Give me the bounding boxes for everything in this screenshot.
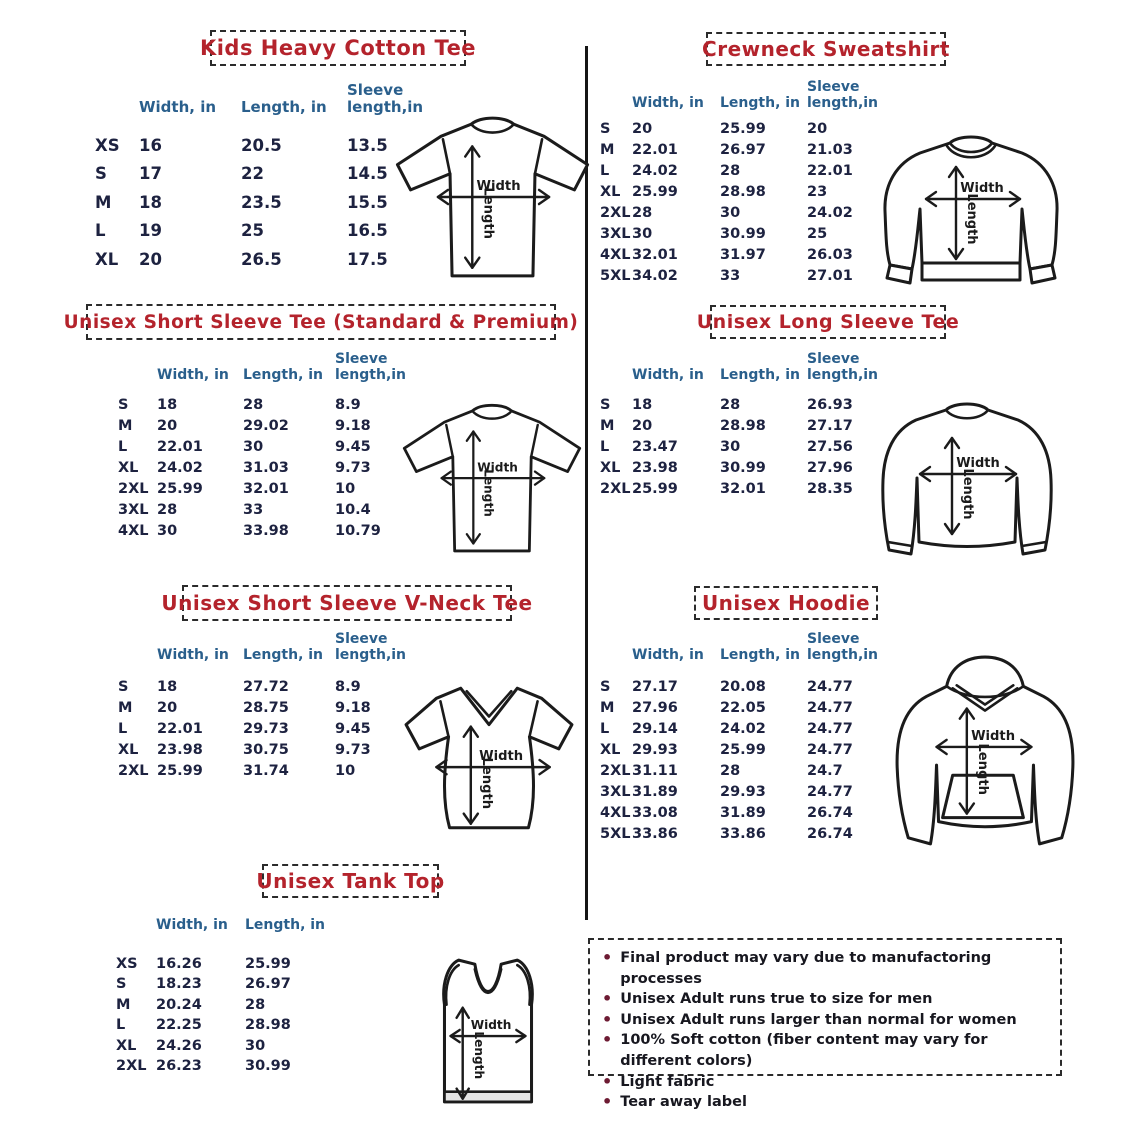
size-row xyxy=(600,205,895,226)
bullet-icon: • xyxy=(602,1030,613,1050)
size-label: XL xyxy=(600,742,621,759)
width-arrow-label: Width xyxy=(477,460,518,475)
width-arrow-label: Width xyxy=(956,456,1000,471)
size-row xyxy=(116,997,345,1018)
size-row xyxy=(118,721,427,742)
size-label: XL xyxy=(118,460,139,477)
note-text: Tear away label xyxy=(620,1094,747,1111)
size-table-crewneck-sweatshirt xyxy=(600,80,895,289)
size-row xyxy=(118,439,427,460)
size-row xyxy=(95,221,439,250)
size-label: 3XL xyxy=(600,784,631,801)
measurement-value: 8.9 xyxy=(335,679,361,696)
measurement-value: 30.99 xyxy=(720,460,766,477)
column-header: Width, in xyxy=(157,646,229,663)
size-label: XL xyxy=(95,249,119,269)
size-row xyxy=(95,250,439,279)
measurement-value: 26.97 xyxy=(245,976,291,993)
hoodie-illustration xyxy=(888,650,1082,857)
column-header: Width, in xyxy=(156,917,228,933)
size-row xyxy=(600,481,895,502)
measurement-value: 25.99 xyxy=(720,121,766,138)
measurement-value: 9.18 xyxy=(335,418,371,435)
length-arrow-label: Length xyxy=(481,469,496,517)
size-table-unisex-hoodie xyxy=(600,632,895,847)
measurement-value: 30 xyxy=(245,1037,266,1054)
size-label: 3XL xyxy=(600,226,631,243)
column-header: Width, in xyxy=(632,366,704,383)
measurement-value: 27.96 xyxy=(807,460,853,477)
column-header: Length, in xyxy=(243,646,324,663)
size-row xyxy=(118,460,427,481)
size-row xyxy=(600,826,895,847)
table-header-row xyxy=(116,918,345,934)
measurement-value: 24.02 xyxy=(807,205,853,222)
note-text: Unisex Adult runs larger than normal for women xyxy=(620,1011,1017,1028)
measurement-value: 29.93 xyxy=(720,784,766,801)
size-label: XL xyxy=(118,742,139,759)
measurement-value: 20 xyxy=(157,700,178,717)
table-header-row xyxy=(118,632,427,663)
note-text: 100% Soft cotton (fiber content may vary for different colors) xyxy=(620,1032,988,1069)
measurement-value: 18 xyxy=(157,679,178,696)
measurement-value: 20 xyxy=(632,121,653,138)
size-row xyxy=(118,763,427,784)
measurement-value: 33 xyxy=(243,502,264,519)
measurement-value: 15.5 xyxy=(347,192,388,212)
size-row xyxy=(116,1017,345,1038)
size-label: S xyxy=(116,976,127,993)
measurement-value: 19 xyxy=(139,221,162,241)
section-title-crewneck-sweatshirt: Crewneck Sweatshirt xyxy=(706,32,946,66)
size-label: XS xyxy=(95,135,120,155)
measurement-value: 10 xyxy=(335,481,356,498)
size-row xyxy=(118,481,427,502)
measurement-value: 28 xyxy=(720,163,741,180)
measurement-value: 16 xyxy=(139,135,162,155)
measurement-value: 31.97 xyxy=(720,247,766,264)
width-arrow-label: Width xyxy=(971,728,1016,744)
measurement-value: 24.02 xyxy=(157,460,203,477)
measurement-value: 28 xyxy=(245,996,266,1013)
size-row xyxy=(600,784,895,805)
measurement-value: 10.79 xyxy=(335,523,381,540)
bullet-icon: • xyxy=(602,1092,613,1112)
measurement-value: 24.77 xyxy=(807,700,853,717)
measurement-value: 22.05 xyxy=(720,700,766,717)
size-label: M xyxy=(118,418,133,435)
measurement-value: 23 xyxy=(807,184,828,201)
size-label: L xyxy=(600,721,610,738)
size-label: S xyxy=(600,679,611,696)
measurement-value: 21.03 xyxy=(807,142,853,159)
measurement-value: 26.23 xyxy=(156,1058,202,1075)
measurement-value: 33.98 xyxy=(243,523,289,540)
measurement-value: 24.02 xyxy=(632,163,678,180)
measurement-value: 29.14 xyxy=(632,721,678,738)
column-header: Width, in xyxy=(157,366,229,383)
size-row xyxy=(118,418,427,439)
measurement-value: 9.73 xyxy=(335,460,371,477)
size-row xyxy=(600,460,895,481)
column-header: Sleeve length,in xyxy=(335,631,407,663)
measurement-value: 23.98 xyxy=(632,460,678,477)
size-row xyxy=(600,418,895,439)
measurement-value: 23.47 xyxy=(632,439,678,456)
measurement-value: 32.01 xyxy=(243,481,289,498)
size-label: M xyxy=(95,192,112,212)
measurement-value: 30 xyxy=(243,439,264,456)
measurement-value: 29.73 xyxy=(243,721,289,738)
unisex-tee-illustration xyxy=(398,396,586,564)
size-label: XL xyxy=(600,184,621,201)
size-row xyxy=(600,163,895,184)
measurement-value: 30 xyxy=(720,439,741,456)
bullet-icon: • xyxy=(602,989,613,1009)
size-row xyxy=(600,142,895,163)
size-label: L xyxy=(118,721,128,738)
size-label: S xyxy=(600,121,611,138)
size-label: 4XL xyxy=(600,805,631,822)
measurement-value: 29.02 xyxy=(243,418,289,435)
column-header: Width, in xyxy=(632,94,704,111)
table-header-row xyxy=(95,82,439,116)
width-arrow-label: Width xyxy=(476,178,521,194)
section-title-unisex-short-sleeve-tee: Unisex Short Sleeve Tee (Standard & Premium) xyxy=(86,304,556,340)
measurement-value: 28.98 xyxy=(720,184,766,201)
note-item xyxy=(602,1092,1048,1113)
size-label: XL xyxy=(116,1037,137,1054)
size-row xyxy=(118,700,427,721)
size-label: L xyxy=(600,163,610,180)
bullet-icon: • xyxy=(602,948,613,967)
measurement-value: 26.74 xyxy=(807,826,853,843)
measurement-value: 30 xyxy=(632,226,653,243)
size-label: 4XL xyxy=(118,523,149,540)
size-label: 4XL xyxy=(600,247,631,264)
size-label: L xyxy=(118,439,128,456)
size-table-kids-heavy-cotton-tee xyxy=(95,82,439,278)
measurement-value: 9.18 xyxy=(335,700,371,717)
measurement-value: 25.99 xyxy=(157,763,203,780)
size-row xyxy=(600,721,895,742)
length-arrow-label: Length xyxy=(960,468,975,520)
size-table-unisex-vneck-tee xyxy=(118,632,427,784)
column-header: Length, in xyxy=(720,94,801,111)
size-row xyxy=(116,976,345,997)
size-row xyxy=(600,397,895,418)
size-row xyxy=(600,268,895,289)
measurement-value: 31.89 xyxy=(720,805,766,822)
length-arrow-label: Length xyxy=(974,743,990,795)
measurement-value: 31.11 xyxy=(632,763,678,780)
measurement-value: 27.56 xyxy=(807,439,853,456)
column-header: Length, in xyxy=(720,366,801,383)
note-item xyxy=(602,948,1048,989)
size-label: 2XL xyxy=(118,481,149,498)
measurement-value: 20.24 xyxy=(156,996,202,1013)
bullet-icon: • xyxy=(602,1071,613,1091)
measurement-value: 25.99 xyxy=(632,481,678,498)
measurement-value: 10.4 xyxy=(335,502,371,519)
size-row xyxy=(118,502,427,523)
measurement-value: 14.5 xyxy=(347,164,388,184)
size-label: M xyxy=(116,996,131,1013)
size-label: S xyxy=(118,679,129,696)
measurement-value: 25.99 xyxy=(632,184,678,201)
size-table-unisex-tank-top xyxy=(116,918,345,1079)
size-row xyxy=(600,247,895,268)
measurement-value: 20.08 xyxy=(720,679,766,696)
measurement-value: 13.5 xyxy=(347,135,388,155)
measurement-value: 25.99 xyxy=(157,481,203,498)
length-arrow-label: Length xyxy=(478,757,494,810)
column-header: Sleeve length,in xyxy=(807,79,879,111)
size-row xyxy=(600,763,895,784)
measurement-value: 22.01 xyxy=(807,163,853,180)
size-label: L xyxy=(600,439,610,456)
note-item xyxy=(602,1030,1048,1071)
measurement-value: 26.5 xyxy=(241,249,282,269)
measurement-value: 27.01 xyxy=(807,268,853,285)
section-title-unisex-tank-top: Unisex Tank Top xyxy=(262,864,439,898)
vneck-tee-illustration xyxy=(400,674,578,842)
size-row xyxy=(600,805,895,826)
size-row xyxy=(600,121,895,142)
size-label: L xyxy=(95,221,106,241)
size-row xyxy=(600,742,895,763)
measurement-value: 24.7 xyxy=(807,763,843,780)
size-label: L xyxy=(116,1017,126,1034)
measurement-value: 22.25 xyxy=(156,1017,202,1034)
column-header: Length, in xyxy=(720,646,801,663)
table-header-row xyxy=(118,352,427,383)
measurement-value: 28.98 xyxy=(245,1017,291,1034)
section-title-unisex-vneck-tee: Unisex Short Sleeve V-Neck Tee xyxy=(182,585,512,621)
width-arrow-label: Width xyxy=(960,181,1004,196)
tank-top-illustration xyxy=(428,950,548,1117)
measurement-value: 16.26 xyxy=(156,955,202,972)
column-header: Sleeve length,in xyxy=(347,81,424,116)
measurement-value: 20 xyxy=(632,418,653,435)
column-header: Sleeve length,in xyxy=(335,351,407,383)
measurement-value: 20 xyxy=(807,121,828,138)
measurement-value: 30 xyxy=(157,523,178,540)
measurement-value: 28 xyxy=(720,763,741,780)
measurement-value: 18 xyxy=(157,397,178,414)
size-label: S xyxy=(95,164,107,184)
measurement-value: 17 xyxy=(139,164,162,184)
size-label: XL xyxy=(600,460,621,477)
measurement-value: 18 xyxy=(632,397,653,414)
measurement-value: 20 xyxy=(139,249,162,269)
column-header: Sleeve length,in xyxy=(807,631,879,663)
measurement-value: 8.9 xyxy=(335,397,361,414)
measurement-value: 23.98 xyxy=(157,742,203,759)
measurement-value: 26.74 xyxy=(807,805,853,822)
section-title-unisex-hoodie: Unisex Hoodie xyxy=(694,586,878,620)
size-label: 2XL xyxy=(600,763,631,780)
measurement-value: 31.03 xyxy=(243,460,289,477)
note-text: Light fabric xyxy=(620,1073,715,1090)
measurement-value: 9.45 xyxy=(335,721,371,738)
measurement-value: 26.03 xyxy=(807,247,853,264)
measurement-value: 33.08 xyxy=(632,805,678,822)
measurement-value: 28 xyxy=(157,502,178,519)
size-label: 5XL xyxy=(600,826,631,843)
measurement-value: 30.75 xyxy=(243,742,289,759)
measurement-value: 28.98 xyxy=(720,418,766,435)
measurement-value: 29.93 xyxy=(632,742,678,759)
size-label: M xyxy=(600,418,615,435)
measurement-value: 32.01 xyxy=(632,247,678,264)
measurement-value: 20.5 xyxy=(241,135,282,155)
measurement-value: 22 xyxy=(241,164,264,184)
measurement-value: 28 xyxy=(632,205,653,222)
note-item xyxy=(602,989,1048,1010)
crewneck-sweatshirt-illustration xyxy=(868,126,1073,296)
measurement-value: 28 xyxy=(243,397,264,414)
size-label: M xyxy=(600,142,615,159)
measurement-value: 26.97 xyxy=(720,142,766,159)
size-row xyxy=(116,956,345,977)
measurement-value: 27.96 xyxy=(632,700,678,717)
column-header: Length, in xyxy=(245,917,326,933)
measurement-value: 34.02 xyxy=(632,268,678,285)
measurement-value: 18.23 xyxy=(156,976,202,993)
measurement-value: 27.17 xyxy=(632,679,678,696)
size-row xyxy=(116,1038,345,1059)
kids-tee-illustration xyxy=(390,108,595,290)
size-row xyxy=(118,523,427,544)
measurement-value: 30.99 xyxy=(245,1058,291,1075)
size-table-unisex-long-sleeve-tee xyxy=(600,352,895,502)
size-label: 3XL xyxy=(118,502,149,519)
measurement-value: 24.77 xyxy=(807,679,853,696)
measurement-value: 17.5 xyxy=(347,249,388,269)
measurement-value: 22.01 xyxy=(157,439,203,456)
size-label: S xyxy=(600,397,611,414)
long-sleeve-tee-illustration xyxy=(860,394,1075,574)
measurement-value: 9.73 xyxy=(335,742,371,759)
measurement-value: 31.89 xyxy=(632,784,678,801)
size-row xyxy=(95,164,439,193)
size-row xyxy=(600,226,895,247)
size-row xyxy=(600,700,895,721)
table-header-row xyxy=(600,352,895,383)
section-title-unisex-long-sleeve-tee: Unisex Long Sleeve Tee xyxy=(710,305,946,339)
measurement-value: 30 xyxy=(720,205,741,222)
bullet-icon: • xyxy=(602,1009,613,1029)
width-arrow-label: Width xyxy=(470,1017,512,1032)
measurement-value: 24.77 xyxy=(807,784,853,801)
size-label: M xyxy=(118,700,133,717)
size-label: 2XL xyxy=(116,1058,147,1075)
size-row xyxy=(118,397,427,418)
measurement-value: 25.99 xyxy=(720,742,766,759)
column-header: Width, in xyxy=(139,97,217,116)
measurement-value: 20 xyxy=(157,418,178,435)
measurement-value: 24.26 xyxy=(156,1037,202,1054)
measurement-value: 24.02 xyxy=(720,721,766,738)
size-row xyxy=(600,439,895,460)
size-label: M xyxy=(600,700,615,717)
length-arrow-label: Length xyxy=(480,187,496,239)
measurement-value: 33.86 xyxy=(632,826,678,843)
measurement-value: 9.45 xyxy=(335,439,371,456)
note-item xyxy=(602,1072,1048,1093)
column-header: Width, in xyxy=(632,646,704,663)
size-label: 5XL xyxy=(600,268,631,285)
column-header: Sleeve length,in xyxy=(807,351,879,383)
measurement-value: 22.01 xyxy=(632,142,678,159)
size-label: 2XL xyxy=(600,205,631,222)
product-notes-box xyxy=(588,938,1062,1112)
note-text: Final product may vary due to manufactoring processes xyxy=(620,950,992,987)
size-row xyxy=(116,1058,345,1079)
measurement-value: 27.72 xyxy=(243,679,289,696)
note-item xyxy=(602,1010,1048,1031)
measurement-value: 33.86 xyxy=(720,826,766,843)
measurement-value: 27.17 xyxy=(807,418,853,435)
table-header-row xyxy=(600,632,895,663)
measurement-value: 33 xyxy=(720,268,741,285)
table-header-row xyxy=(600,80,895,111)
measurement-value: 28 xyxy=(720,397,741,414)
size-label: 2XL xyxy=(600,481,631,498)
note-text: Unisex Adult runs true to size for men xyxy=(620,991,933,1008)
measurement-value: 25 xyxy=(807,226,828,243)
measurement-value: 26.93 xyxy=(807,397,853,414)
size-row xyxy=(600,184,895,205)
length-arrow-label: Length xyxy=(964,193,979,245)
measurement-value: 25.99 xyxy=(245,955,291,972)
size-row xyxy=(118,742,427,763)
measurement-value: 23.5 xyxy=(241,192,282,212)
measurement-value: 10 xyxy=(335,763,356,780)
size-label: XS xyxy=(116,955,138,972)
measurement-value: 25 xyxy=(241,221,264,241)
section-title-kids-heavy-cotton-tee: Kids Heavy Cotton Tee xyxy=(210,30,466,66)
size-label: 2XL xyxy=(118,763,149,780)
size-row xyxy=(600,679,895,700)
size-table-unisex-short-sleeve-tee xyxy=(118,352,427,544)
size-row xyxy=(118,679,427,700)
width-arrow-label: Width xyxy=(479,749,524,765)
measurement-value: 24.77 xyxy=(807,742,853,759)
measurement-value: 28.35 xyxy=(807,481,853,498)
measurement-value: 32.01 xyxy=(720,481,766,498)
measurement-value: 24.77 xyxy=(807,721,853,738)
size-row xyxy=(95,136,439,165)
length-arrow-label: Length xyxy=(471,1031,486,1080)
size-row xyxy=(95,193,439,222)
column-header: Length, in xyxy=(241,97,327,116)
size-label: S xyxy=(118,397,129,414)
measurement-value: 31.74 xyxy=(243,763,289,780)
measurement-value: 28.75 xyxy=(243,700,289,717)
measurement-value: 18 xyxy=(139,192,162,212)
measurement-value: 16.5 xyxy=(347,221,388,241)
measurement-value: 30.99 xyxy=(720,226,766,243)
measurement-value: 22.01 xyxy=(157,721,203,738)
column-header: Length, in xyxy=(243,366,324,383)
